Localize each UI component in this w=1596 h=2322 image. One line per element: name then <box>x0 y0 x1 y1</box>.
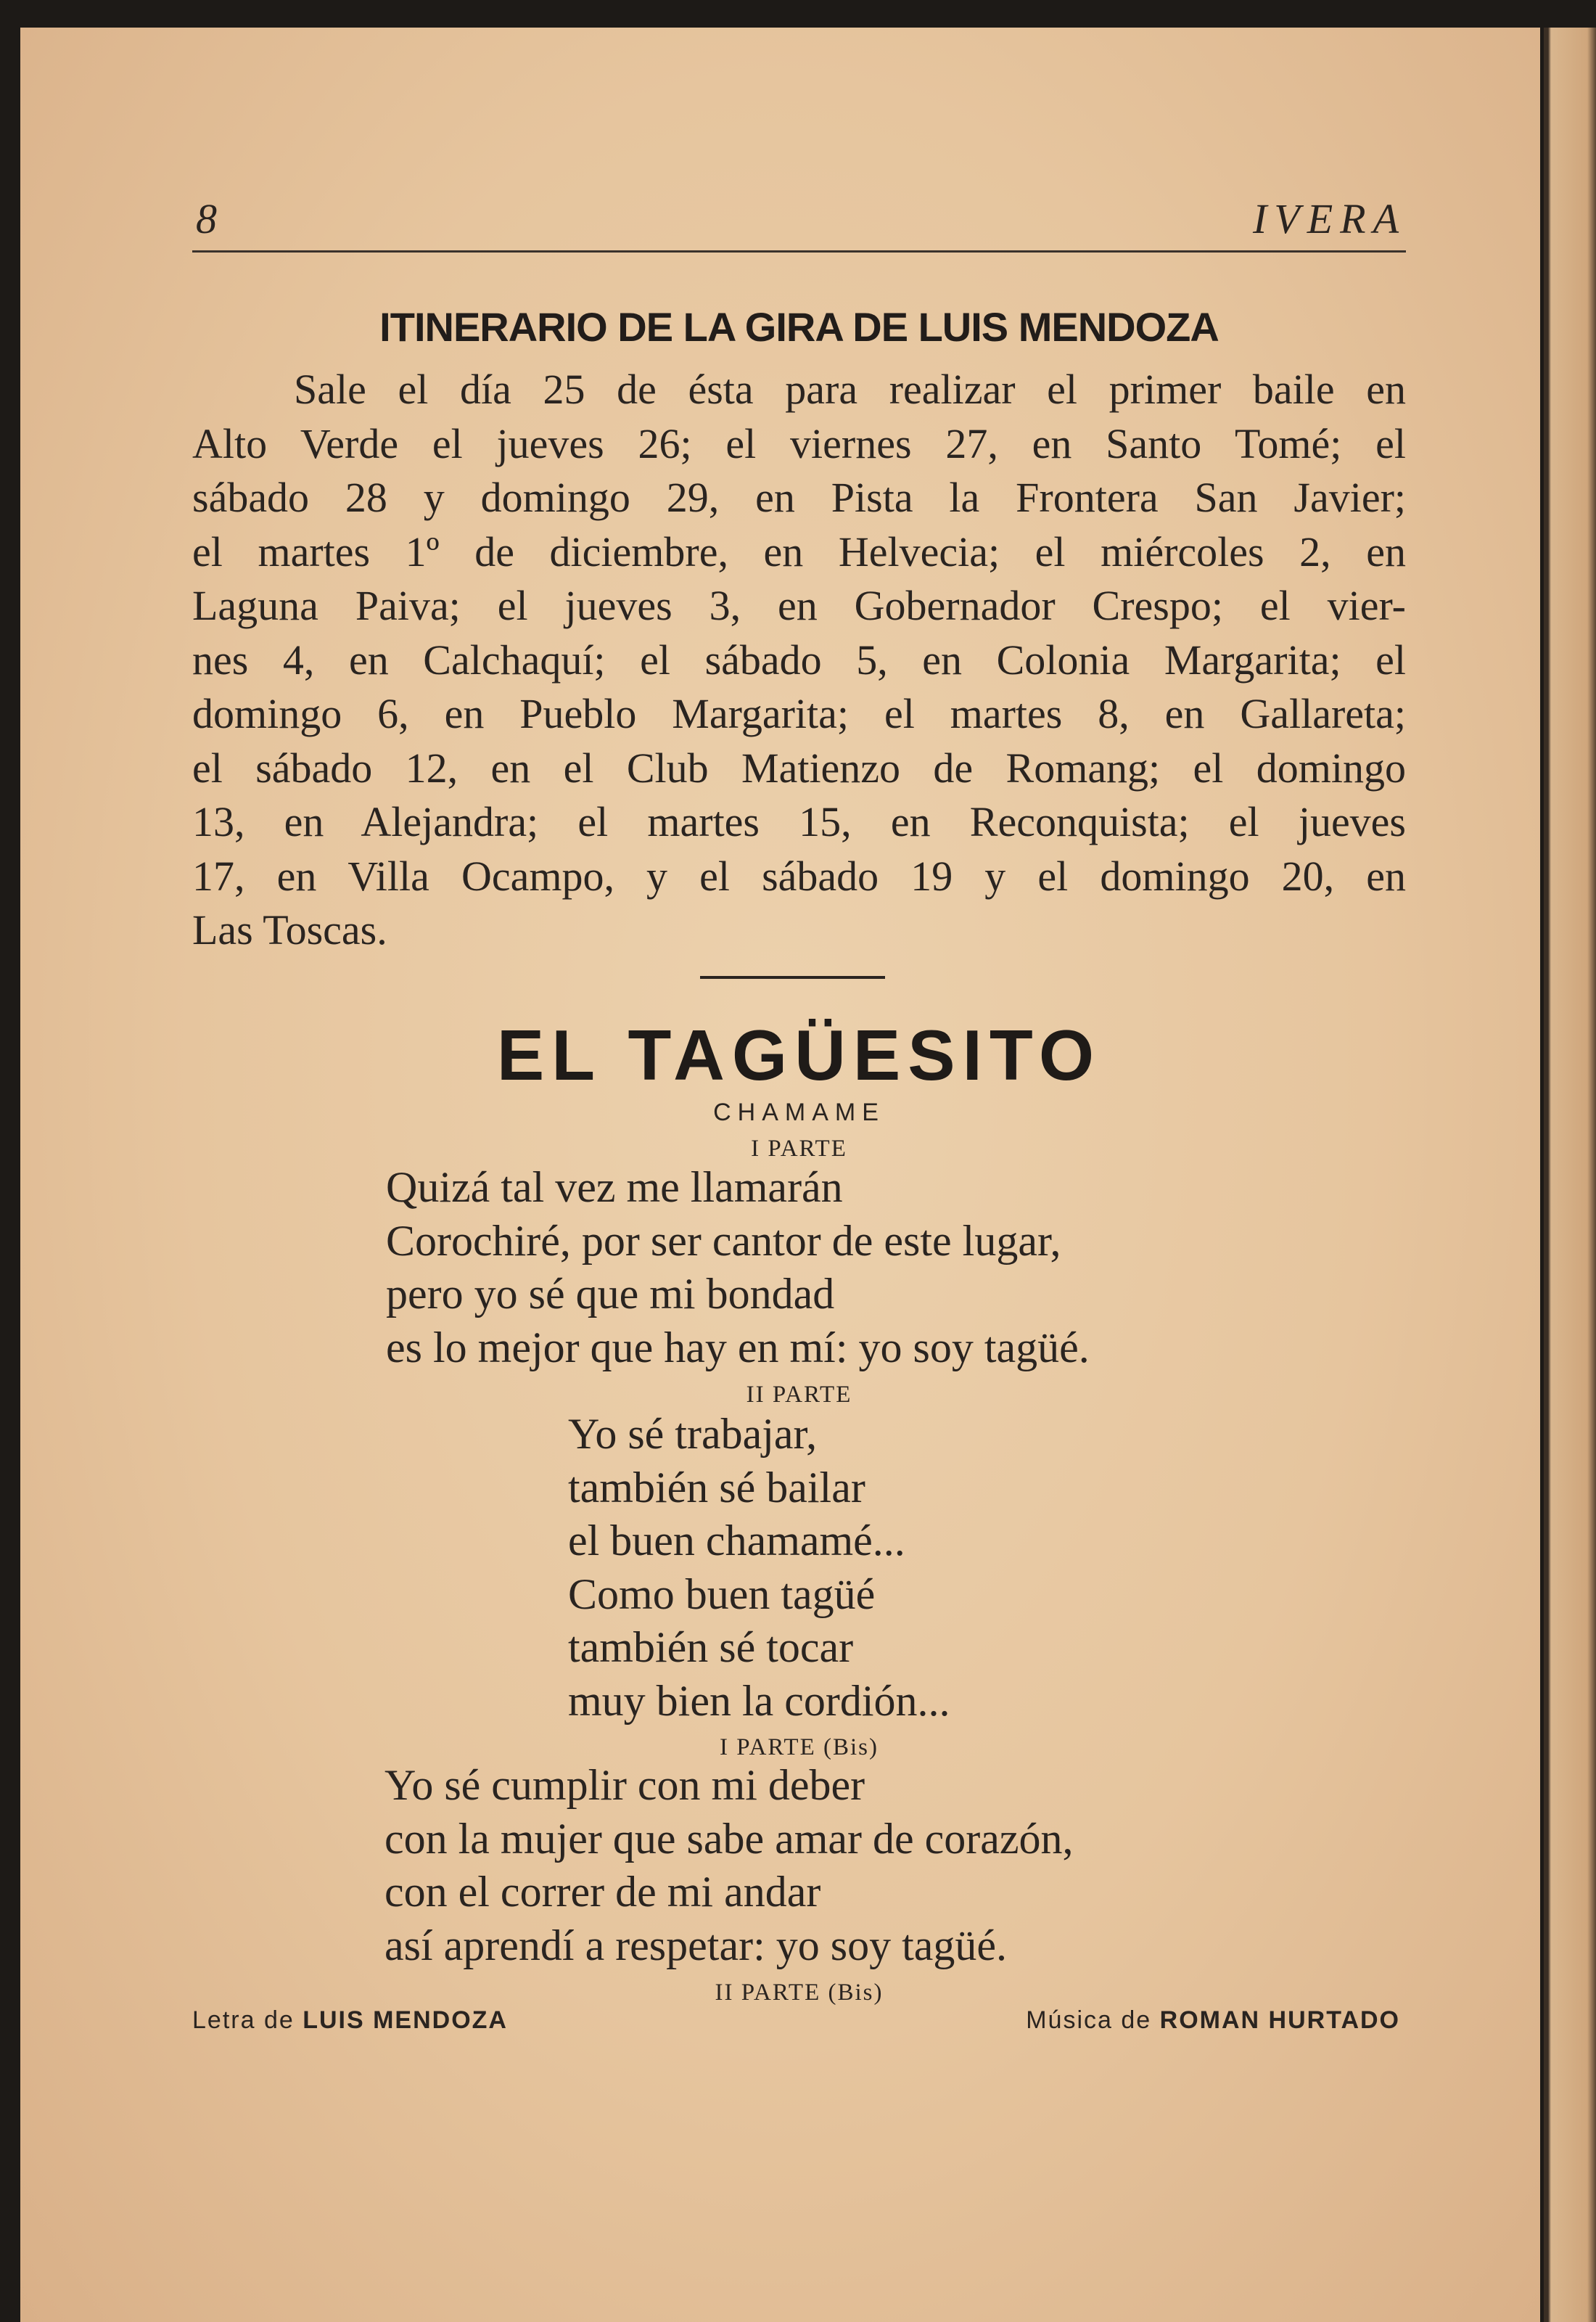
verse-line: así aprendí a respetar: yo soy tagüé. <box>384 1921 1008 1969</box>
paragraph-line: 13, en Alejandra; el martes 15, en Reconquista; el jueves <box>192 798 1406 845</box>
lyrics-credit <box>192 2006 508 2035</box>
verse-line: con la mujer que sabe amar de corazón, <box>384 1814 1074 1863</box>
paragraph-line: Alto Verde el jueves 26; el viernes 27, en Santo Tomé; el <box>192 419 1406 467</box>
paragraph-line: nes 4, en Calchaquí; el sábado 5, en Colonia Margarita; el <box>192 636 1406 684</box>
section-label: II PARTE <box>746 1382 852 1408</box>
verse-line: es lo mejor que hay en mí: yo soy tagüé. <box>386 1323 1090 1371</box>
article-paragraph <box>192 363 1406 958</box>
verse-block <box>384 1759 1074 1972</box>
music-author: ROMAN HURTADO <box>1159 2006 1400 2034</box>
paragraph-line: el martes 1º de diciembre, en Helvecia; el miércoles 2, en <box>192 528 1406 575</box>
music-prefix: Música de <box>1026 2006 1152 2034</box>
section-label: I PARTE <box>751 1136 847 1162</box>
song-genre: CHAMAME <box>713 1099 885 1126</box>
section-label: II PARTE (Bis) <box>715 1980 884 2006</box>
section-label: I PARTE (Bis) <box>720 1734 879 1760</box>
verse-line: Yo sé cumplir con mi deber <box>384 1761 865 1809</box>
music-credit <box>1026 2006 1400 2035</box>
article-title: ITINERARIO DE LA GIRA DE LUIS MENDOZA <box>379 304 1219 350</box>
verse-line: el buen chamamé... <box>568 1517 905 1564</box>
verse-block <box>568 1408 950 1728</box>
verse-line: muy bien la cordión... <box>568 1676 950 1725</box>
lyrics-author: LUIS MENDOZA <box>303 2006 508 2034</box>
paragraph-line: 17, en Villa Ocampo, y el sábado 19 y el domingo 20, en <box>192 852 1406 900</box>
verse-line: Yo sé trabajar, <box>568 1410 818 1458</box>
verse-line: Quizá tal vez me llamarán <box>386 1163 843 1211</box>
paragraph-line: Sale el día 25 de ésta para realizar el primer baile en <box>294 366 1406 413</box>
song-title: EL TAGÜESITO <box>496 1015 1102 1095</box>
page-number: 8 <box>196 195 217 242</box>
paragraph-line: domingo 6, en Pueblo Margarita; el martes 8, en Gallareta; <box>192 690 1406 737</box>
adjacent-page-edge <box>1544 28 1596 2322</box>
section-divider <box>700 976 885 979</box>
paragraph-line: Laguna Paiva; el jueves 3, en Gobernador Crespo; el vier- <box>192 582 1406 629</box>
paragraph-line: sábado 28 y domingo 29, en Pista la Frontera San Javier; <box>192 474 1406 521</box>
header-rule <box>192 250 1406 253</box>
lyrics-prefix: Letra de <box>192 2006 295 2034</box>
verse-line: también sé tocar <box>568 1623 854 1671</box>
paragraph-line: el sábado 12, en el Club Matienzo de Romang; el domingo <box>192 744 1406 792</box>
verse-block <box>386 1161 1090 1374</box>
verse-line: con el correr de mi andar <box>384 1868 821 1916</box>
verse-line: Como buen tagüé <box>568 1570 876 1618</box>
verse-line: Corochiré, por ser cantor de este lugar, <box>386 1216 1061 1265</box>
paragraph-line: Las Toscas. <box>192 906 387 953</box>
verse-line: también sé bailar <box>568 1463 865 1511</box>
verse-line: pero yo sé que mi bondad <box>386 1270 835 1318</box>
running-title: IVERA <box>1252 195 1406 242</box>
